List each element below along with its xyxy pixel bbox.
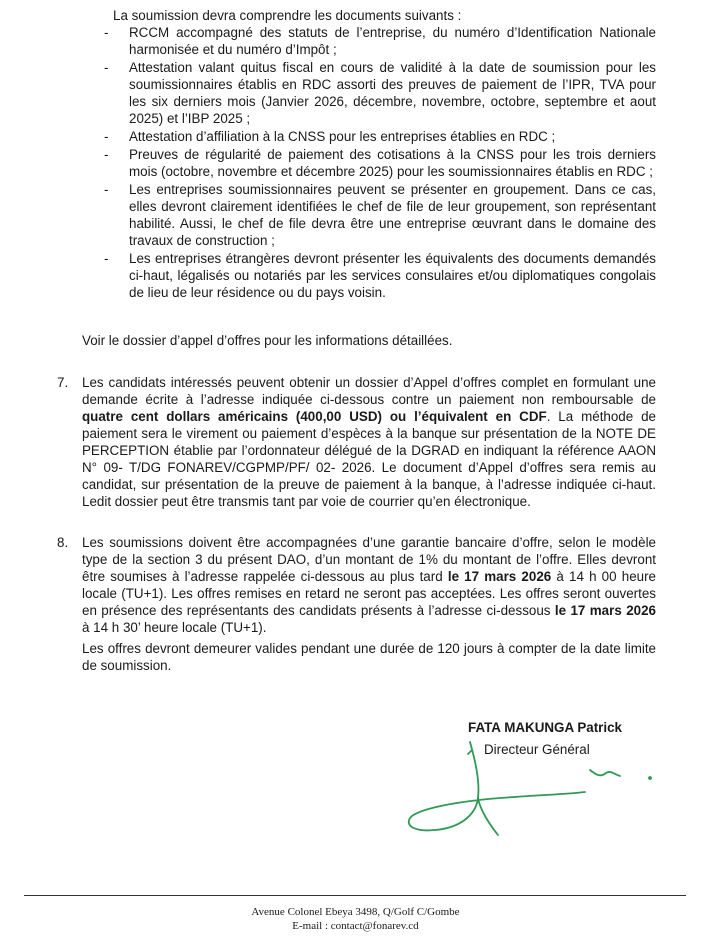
list-item: - Attestation d’affiliation à la CNSS pour les entreprises établies en RDC ; (104, 129, 556, 144)
price-bold: quatre cent dollars américains (400,00 USD) ou l’équivalent en CDF (82, 409, 547, 424)
opening-date-bold: le 17 mars 2026 (554, 603, 656, 618)
footer-address: Avenue Colonel Ebeya 3498, Q/Golf C/Gombe (251, 906, 460, 918)
intro-text: La soumission devra comprendre les documents suivants : (113, 8, 462, 23)
list-item: - Les entreprises soumissionnaires peuvent se présenter en groupement. Dans ce cas, elles devront clairement identifiées le chef de file de leur groupement, son représentant habilité. Aussi, le chef de file devra être une entreprise œuvrant dans le domaine des travaux de construction ; (104, 182, 656, 248)
footer-email: E-mail : contact@fonarev.cd (292, 920, 419, 932)
list-item: - Attestation valant quitus fiscal en cours de validité à la date de soumission pour les soumissionnaires établis en RDC assorti des preuves de paiement de l’IPR, TVA pour les six derniers mois (Janvier 2026, décembre, novembre, octobre, septembre et aout 2025) et l’IBP 2025 ; (104, 60, 656, 126)
bullet-dash: - (104, 147, 109, 162)
bullet-dash: - (104, 129, 109, 144)
bullet-dash: - (104, 251, 109, 266)
footer-divider (24, 895, 686, 896)
list-item: - Les entreprises étrangères devront présenter les équivalents des documents demandés ci-haut, légalisés ou notariés par les services consulaires et/ou diplomatiques congolais de lieu de leur résidence ou du pays voisin. (104, 251, 656, 300)
item-7-paragraph: Les candidats intéressés peuvent obtenir un dossier d’Appel d’offres complet en formulant une demande écrite à l’adresse indiquée ci-dessous contre un paiement non remboursable de quatre cent dollars américains (400,00 USD) ou l’équivalent en CDF. La méthode de paiement sera le virement ou paiement d’espèces à la banque sur présentation de la NOTE DE PERCEPTION établie par l’ordonnateur délégué de la DGRAD en indiquant la référence AAON N° 09- T/DG FONAREV/CGPMP/PF/ 02- 2026. Le document d’Appel d’offres sera remis au candidat, sur présentation de la preuve de paiement à la banque, à l’adresse indiquée ci-haut. Ledit dossier peut être transmis tant par voie de courrier qu’en électronique. (82, 375, 656, 509)
signatory-name: FATA MAKUNGA Patrick (468, 720, 623, 735)
item-number-8: 8. (57, 535, 69, 550)
signatory-title: Directeur Général (484, 742, 590, 757)
documents-list (104, 24, 656, 301)
handwritten-signature (380, 740, 670, 840)
validity-text: Les offres devront demeurer valides pendant une durée de 120 jours à compter de la date limite de soumission. (82, 641, 656, 673)
bullet-dash: - (104, 182, 109, 197)
see-dossier-text: Voir le dossier d’appel d’offres pour les informations détaillées. (82, 333, 453, 348)
item-number-7: 7. (57, 375, 69, 390)
bullet-dash: - (104, 25, 109, 40)
item-8-paragraph: Les soumissions doivent être accompagnées d’une garantie bancaire d’offre, selon le modèle type de la section 3 du présent DAO, d’un montant de 1% du montant de l’offre. Elles devront être soumises à l’adresse rappelée ci-dessous au plus tard le 17 mars 2026 à 14 h 00 heure locale (TU+1). Les offres remises en retard ne seront pas acceptées. Les offres seront ouvertes en présence des représentants des candidats présents à l’adresse ci-dessous le 17 mars 2026 à 14 h 30’ heure locale (TU+1). (82, 535, 656, 635)
list-item: - RCCM accompagné des statuts de l’entreprise, du numéro d’Identification Nationale harmonisée et du numéro d’Impôt ; (104, 25, 656, 57)
deadline-bold: le 17 mars 2026 (447, 569, 552, 584)
list-item: - Preuves de régularité de paiement des cotisations à la CNSS pour les trois derniers mois (octobre, novembre et décembre 2025) pour les soumissionnaires établis en RDC ; (104, 147, 656, 179)
bullet-dash: - (104, 60, 109, 75)
